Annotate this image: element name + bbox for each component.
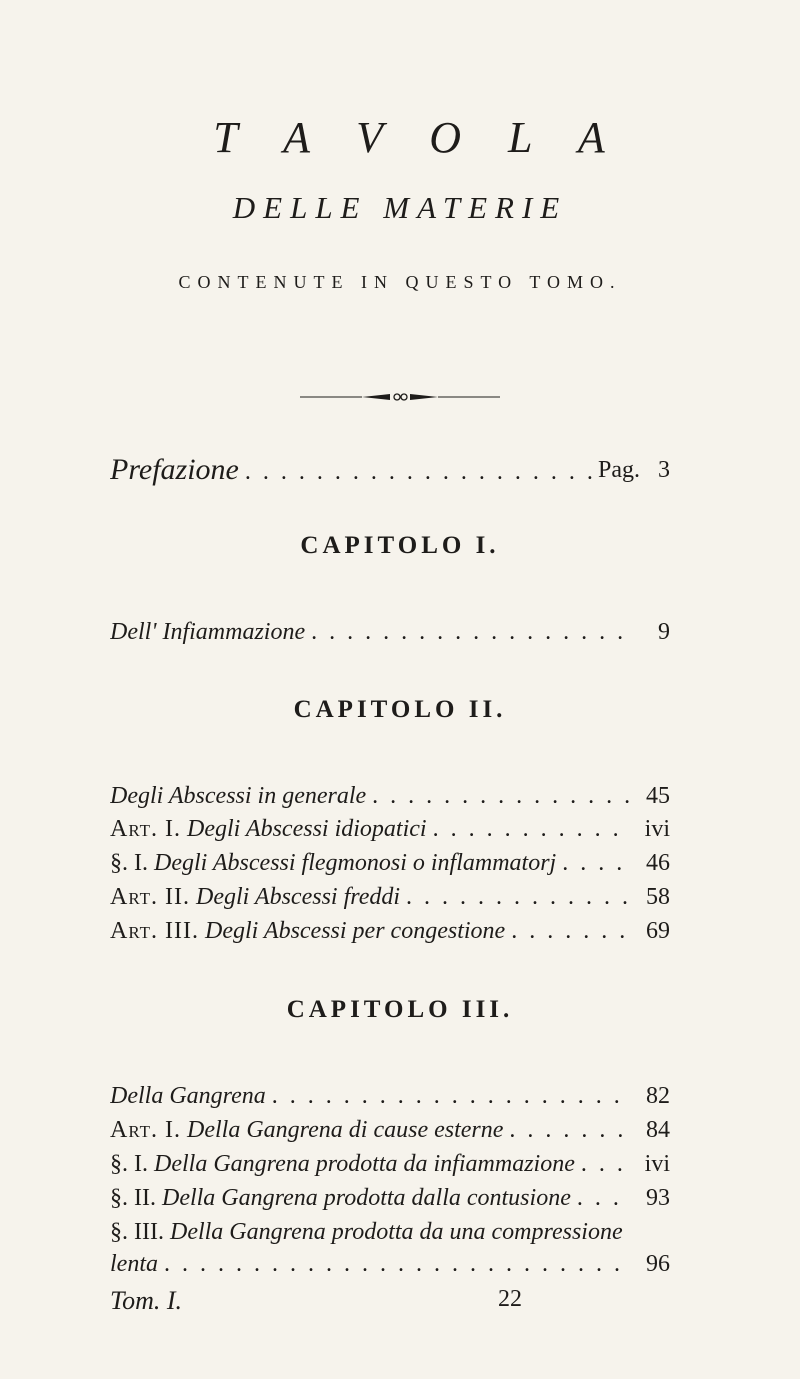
page-subtitle: DELLE MATERIE bbox=[232, 190, 568, 225]
entry-page: 84 bbox=[646, 1117, 670, 1143]
footer-signature: Tom. I. bbox=[110, 1286, 183, 1315]
entry-label: Degli Abscessi idiopatici bbox=[187, 816, 427, 842]
entry-page: 93 bbox=[646, 1185, 670, 1211]
entry-label: Degli Abscessi flegmonosi o inflammatorj bbox=[154, 850, 557, 876]
chapter-heading-2: CAPITOLO II. bbox=[293, 696, 507, 723]
toc-entry-art3 bbox=[0, 911, 800, 951]
entry-prefix: §. I. bbox=[110, 850, 148, 876]
entry-prefix: §. III. bbox=[110, 1219, 164, 1245]
entry-page: 46 bbox=[646, 850, 670, 876]
entry-page: 9 bbox=[658, 619, 670, 645]
entry-label: Degli Abscessi per congestione bbox=[205, 918, 506, 944]
toc-entry-par3b-cont bbox=[0, 1244, 800, 1284]
entry-prefix: Art. II. bbox=[110, 884, 191, 910]
entry-prefix: §. I. bbox=[110, 1151, 148, 1177]
pag-label: Pag. bbox=[598, 457, 640, 483]
footer-number: 22 bbox=[498, 1286, 522, 1312]
entry-label: Della Gangrena prodotta da una compressione bbox=[169, 1219, 623, 1245]
entry-page: 96 bbox=[646, 1251, 670, 1277]
entry-label: Della Gangrena di cause esterne bbox=[187, 1117, 504, 1143]
entry-page: ivi bbox=[644, 1151, 670, 1177]
entry-label: Della Gangrena prodotta da infiammazione bbox=[154, 1151, 575, 1177]
entry-page: 3 bbox=[658, 457, 670, 483]
page-title: T A V O L A bbox=[213, 113, 623, 162]
entry-page: 69 bbox=[646, 918, 670, 944]
entry-prefix: Art. I. bbox=[110, 1117, 182, 1143]
entry-page: 82 bbox=[646, 1083, 670, 1109]
entry-label: Dell' Infiammazione bbox=[110, 619, 306, 645]
entry-label: Prefazione bbox=[110, 453, 239, 486]
toc-entry-prefazione bbox=[0, 450, 800, 490]
entry-prefix: §. II. bbox=[110, 1185, 156, 1211]
entry-label-continuation: lenta bbox=[110, 1251, 158, 1277]
ornament-divider-icon bbox=[300, 390, 500, 404]
entry-page: 58 bbox=[646, 884, 670, 910]
entry-page: 45 bbox=[646, 783, 670, 809]
entry-prefix: Art. III. bbox=[110, 918, 200, 944]
toc-entry-infiammazione bbox=[0, 612, 800, 652]
page-subsubtitle: CONTENUTE IN QUESTO TOMO. bbox=[178, 272, 622, 292]
chapter-heading-3: CAPITOLO III. bbox=[286, 996, 514, 1023]
chapter-heading-1: CAPITOLO I. bbox=[300, 532, 500, 559]
entry-label: Degli Abscessi freddi bbox=[196, 884, 401, 910]
entry-page: ivi bbox=[644, 816, 670, 842]
entry-label: Della Gangrena bbox=[110, 1083, 266, 1109]
entry-label: Della Gangrena prodotta dalla contusione bbox=[161, 1185, 571, 1211]
entry-prefix: Art. I. bbox=[110, 816, 182, 842]
entry-label: Degli Abscessi in generale bbox=[110, 783, 367, 809]
